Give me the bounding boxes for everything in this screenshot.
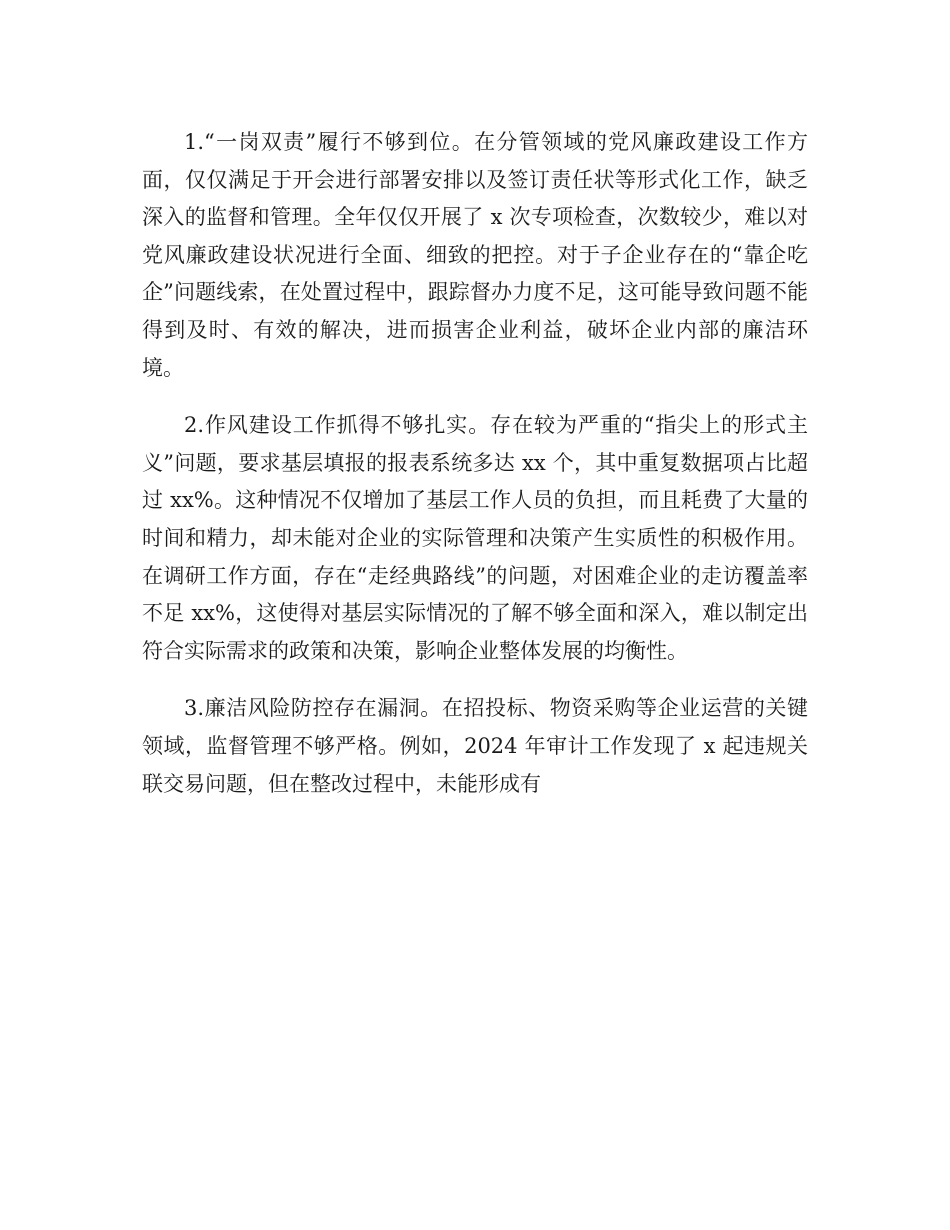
document-body <box>142 124 808 823</box>
paragraph-1: 1.“一岗双责”履行不够到位。在分管领域的党风廉政建设工作方面，仅仅满足于开会进行部署安排以及签订责任状等形式化工作，缺乏深入的监督和管理。全年仅仅开展了 x 次专项检查，次数较少，难以对党风廉政建设状况进行全面、细致的把控。对于子企业存在的“靠企吃企”问题线索，在处置过程中，跟踪督办力度不足，这可能导致问题不能得到及时、有效的解决，进而损害企业利益，破坏企业内部的廉洁环境。 <box>142 130 808 380</box>
paragraph-2: 2.作风建设工作抓得不够扎实。存在较为严重的“指尖上的形式主义”问题，要求基层填报的报表系统多达 xx 个，其中重复数据项占比超过 xx%。这种情况不仅增加了基层工作人员的负担，而且耗费了大量的时间和精力，却未能对企业的实际管理和决策产生实质性的积极作用。在调研工作方面，存在“走经典路线”的问题，对困难企业的走访覆盖率不足 xx%，这使得对基层实际情况的了解不够全面和深入，难以制定出符合实际需求的政策和决策，影响企业整体发展的均衡性。 <box>142 413 808 663</box>
paragraph-3: 3.廉洁风险防控存在漏洞。在招投标、物资采购等企业运营的关键领域，监督管理不够严格。例如，2024 年审计工作发现了 x 起违规关联交易问题，但在整改过程中，未能形成有 <box>142 696 808 796</box>
